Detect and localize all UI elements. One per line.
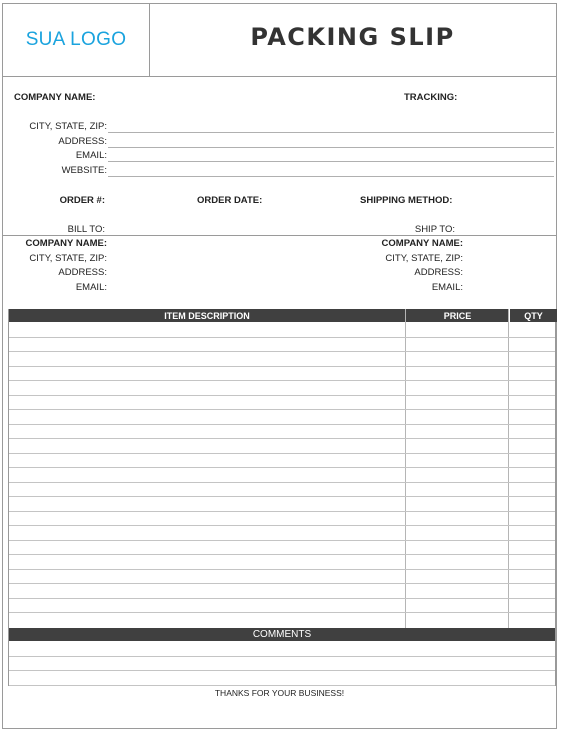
table-row[interactable] bbox=[9, 511, 555, 512]
comments-heading: COMMENTS bbox=[9, 628, 555, 641]
company-website-label: WEBSITE: bbox=[61, 165, 107, 176]
table-row[interactable] bbox=[9, 380, 555, 381]
table-row[interactable] bbox=[9, 366, 555, 367]
tracking-label: TRACKING: bbox=[404, 92, 458, 103]
table-row[interactable] bbox=[9, 351, 555, 352]
comments-box bbox=[8, 628, 556, 686]
column-header-item-description: ITEM DESCRIPTION bbox=[9, 309, 405, 322]
table-row[interactable] bbox=[9, 525, 555, 526]
company-address-field[interactable] bbox=[108, 147, 554, 148]
company-logo: SUA LOGO bbox=[25, 29, 127, 50]
bill-to-email-label: EMAIL: bbox=[75, 282, 107, 293]
ship-to-company-label: COMPANY NAME: bbox=[381, 238, 463, 249]
comment-line[interactable] bbox=[9, 670, 555, 671]
ship-to-address-label: ADDRESS: bbox=[414, 267, 463, 278]
company-city-field[interactable] bbox=[108, 132, 554, 133]
comment-line[interactable] bbox=[9, 685, 555, 686]
table-row[interactable] bbox=[9, 395, 555, 396]
items-table bbox=[8, 309, 556, 629]
table-row[interactable] bbox=[9, 598, 555, 599]
order-date-label: ORDER DATE: bbox=[197, 195, 263, 206]
ship-to-city-label: CITY, STATE, ZIP: bbox=[385, 253, 463, 264]
logo-box bbox=[3, 4, 150, 76]
table-row[interactable] bbox=[9, 337, 555, 338]
table-row[interactable] bbox=[9, 409, 555, 410]
bill-to-city-label: CITY, STATE, ZIP: bbox=[29, 253, 107, 264]
company-email-label: EMAIL: bbox=[75, 150, 107, 161]
comment-line[interactable] bbox=[9, 656, 555, 657]
table-row[interactable] bbox=[9, 424, 555, 425]
table-row[interactable] bbox=[9, 453, 555, 454]
table-row[interactable] bbox=[9, 482, 555, 483]
table-row[interactable] bbox=[9, 540, 555, 541]
address-divider bbox=[3, 235, 556, 236]
table-row[interactable] bbox=[9, 554, 555, 555]
table-row[interactable] bbox=[9, 569, 555, 570]
table-row[interactable] bbox=[9, 612, 555, 613]
shipping-method-label: SHIPPING METHOD: bbox=[360, 195, 453, 206]
company-email-field[interactable] bbox=[108, 161, 554, 162]
column-header-qty: QTY bbox=[510, 309, 557, 322]
column-header-price: PRICE bbox=[406, 309, 509, 322]
order-number-label: ORDER #: bbox=[59, 195, 105, 206]
table-row[interactable] bbox=[9, 438, 555, 439]
company-name-label: COMPANY NAME: bbox=[14, 92, 96, 103]
table-row[interactable] bbox=[9, 496, 555, 497]
table-row[interactable] bbox=[9, 583, 555, 584]
ship-to-heading: SHIP TO: bbox=[414, 224, 455, 235]
company-website-field[interactable] bbox=[108, 176, 554, 177]
page-title: PACKING SLIP bbox=[250, 23, 455, 51]
bill-to-heading: BILL TO: bbox=[67, 224, 105, 235]
packing-slip-page bbox=[2, 3, 557, 729]
column-divider-price bbox=[405, 309, 406, 629]
header bbox=[3, 4, 556, 77]
thanks-message: THANKS FOR YOUR BUSINESS! bbox=[214, 688, 345, 698]
table-row[interactable] bbox=[9, 467, 555, 468]
company-address-label: ADDRESS: bbox=[58, 136, 107, 147]
column-divider-qty bbox=[508, 309, 509, 629]
company-city-label: CITY, STATE, ZIP: bbox=[29, 121, 107, 132]
ship-to-email-label: EMAIL: bbox=[431, 282, 463, 293]
bill-to-address-label: ADDRESS: bbox=[58, 267, 107, 278]
bill-to-company-label: COMPANY NAME: bbox=[25, 238, 107, 249]
